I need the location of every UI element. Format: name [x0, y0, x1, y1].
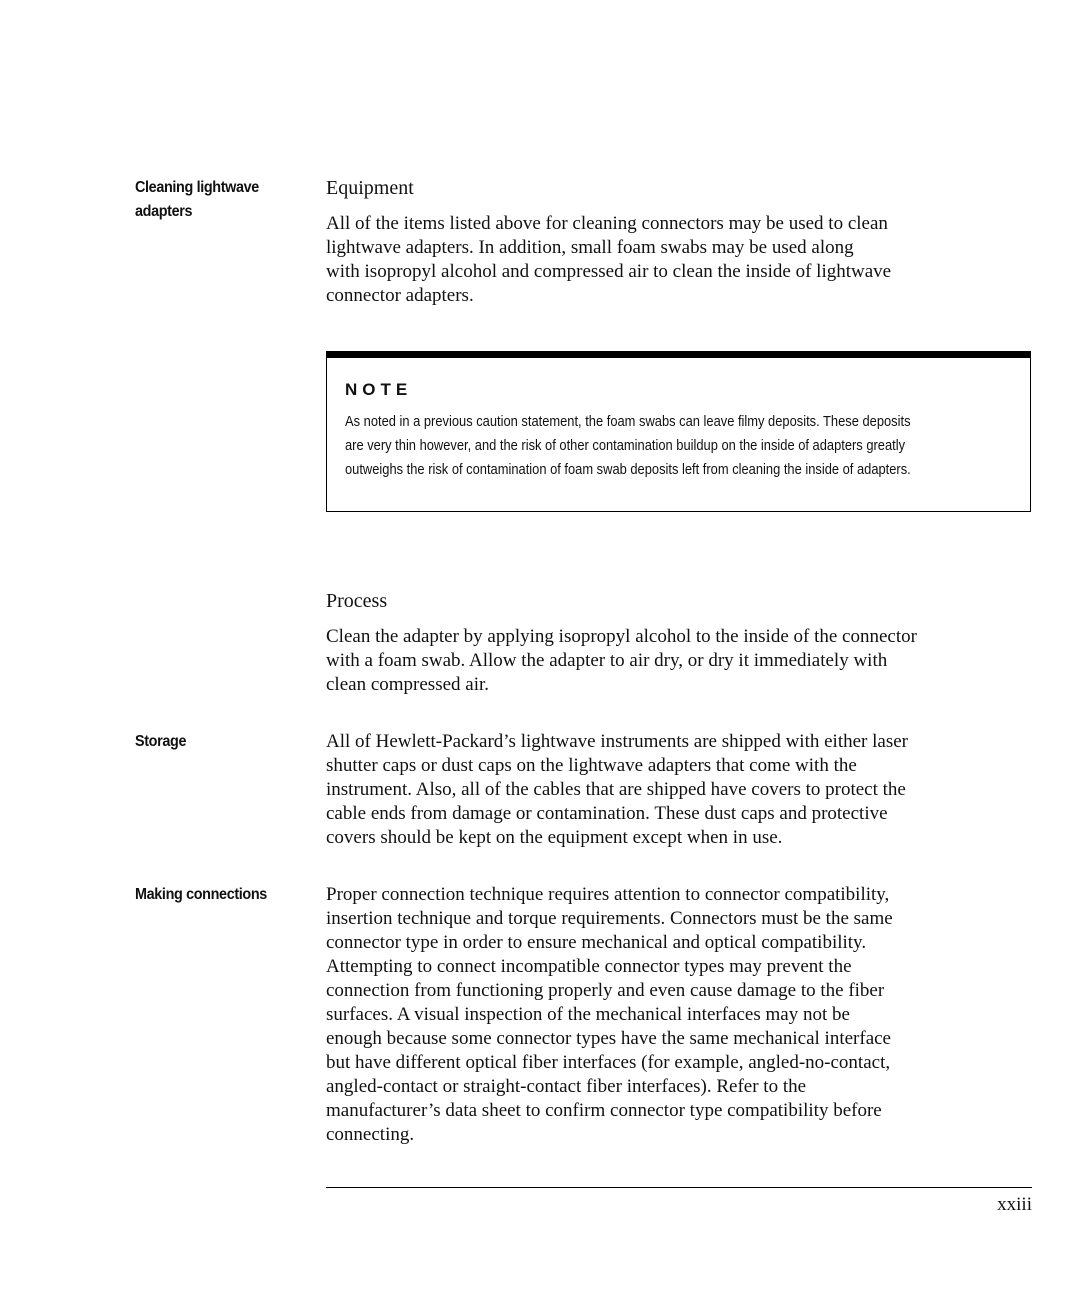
note-line: As noted in a previous caution statement, the foam swabs can leave filmy deposits. These deposits — [345, 413, 911, 430]
paragraph-line: connector type in order to ensure mechanical and optical compatibility. — [326, 932, 867, 953]
footer-rule — [326, 1187, 1032, 1188]
making-connections-paragraph — [326, 883, 1046, 1147]
page-number: xxiii — [997, 1194, 1032, 1215]
side-heading-making-connections: Making connections — [135, 886, 267, 903]
note-title: NOTE — [345, 380, 413, 399]
note-box — [326, 351, 1031, 512]
paragraph-line: angled-contact or straight-contact fiber interfaces). Refer to the — [326, 1076, 807, 1097]
paragraph-line: connector adapters. — [326, 285, 474, 306]
note-text — [345, 410, 911, 482]
paragraph-line: enough because some connector types have the same mechanical interface — [326, 1028, 891, 1049]
paragraph-line: covers should be kept on the equipment except when in use. — [326, 827, 783, 848]
paragraph-line: with isopropyl alcohol and compressed air to clean the inside of lightwave — [326, 261, 892, 282]
paragraph-line: instrument. Also, all of the cables that are shipped have covers to protect the — [326, 779, 906, 800]
equipment-heading: Equipment — [326, 177, 414, 199]
paragraph-line: Attempting to connect incompatible connector types may prevent the — [326, 956, 852, 977]
paragraph-line: shutter caps or dust caps on the lightwave adapters that come with the — [326, 755, 857, 776]
paragraph-line: surfaces. A visual inspection of the mechanical interfaces may not be — [326, 1004, 850, 1025]
paragraph-line: Proper connection technique requires attention to connector compatibility, — [326, 884, 890, 905]
paragraph-line: but have different optical fiber interfaces (for example, angled-no-contact, — [326, 1052, 891, 1073]
paragraph-line: connection from functioning properly and even cause damage to the fiber — [326, 980, 885, 1001]
paragraph-line: All of the items listed above for cleaning connectors may be used to clean — [326, 213, 888, 234]
side-heading-cleaning-adapters — [135, 176, 288, 224]
process-paragraph — [326, 625, 1046, 697]
paragraph-line: clean compressed air. — [326, 674, 490, 695]
paragraph-line: Clean the adapter by applying isopropyl alcohol to the inside of the connector — [326, 626, 917, 647]
paragraph-line: connecting. — [326, 1124, 415, 1145]
paragraph-line: with a foam swab. Allow the adapter to air dry, or dry it immediately with — [326, 650, 888, 671]
process-heading: Process — [326, 590, 388, 612]
side-heading-storage: Storage — [135, 733, 187, 750]
paragraph-line: insertion technique and torque requirements. Connectors must be the same — [326, 908, 893, 929]
note-line: are very thin however, and the risk of other contamination buildup on the inside of adapters greatly — [345, 437, 906, 454]
equipment-paragraph — [326, 212, 1046, 308]
side-heading-line: adapters — [135, 203, 193, 220]
paragraph-line: cable ends from damage or contamination. These dust caps and protective — [326, 803, 888, 824]
paragraph-line: All of Hewlett-Packard’s lightwave instruments are shipped with either laser — [326, 731, 908, 752]
paragraph-line: lightwave adapters. In addition, small foam swabs may be used along — [326, 237, 854, 258]
note-line: outweighs the risk of contamination of foam swab deposits left from cleaning the inside of adapters. — [345, 461, 911, 478]
paragraph-line: manufacturer’s data sheet to confirm connector type compatibility before — [326, 1100, 882, 1121]
storage-paragraph — [326, 730, 1046, 850]
side-heading-line: Cleaning lightwave — [135, 179, 259, 196]
